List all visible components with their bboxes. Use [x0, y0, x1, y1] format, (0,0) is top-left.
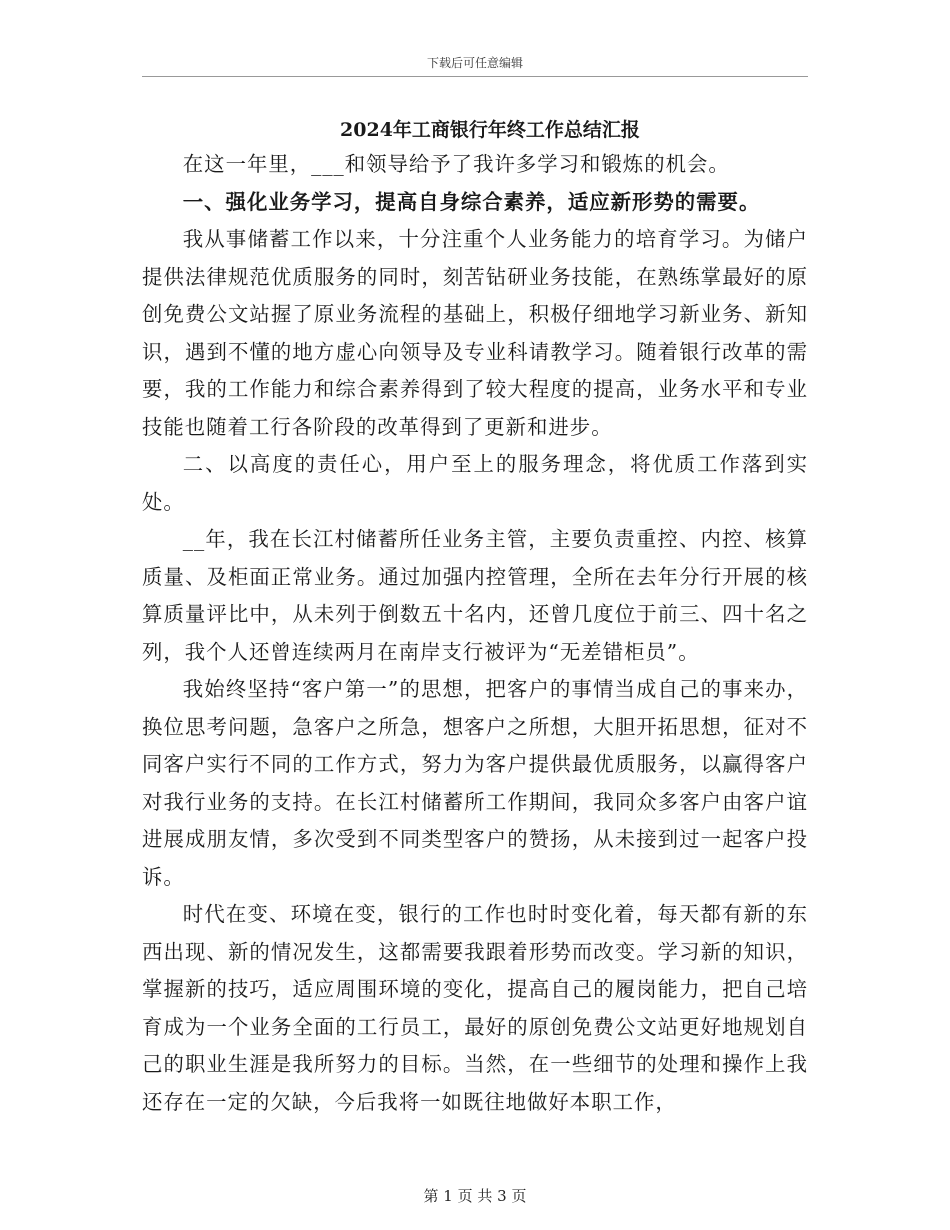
paragraph-customer-first: 我始终坚持“客户第一”的思想，把客户的事情当成自己的事来办，换位思考问题，急客户之所急，想客户之所想，大胆开拓思想，征对不同客户实行不同的工作方式，努力为客户提供最优质服务，以赢得客户对我行业务的支持。在长江村储蓄所工作期间，我同众多客户由客户谊进展成朋友情，多次受到不同类型客户的赞扬，从未接到过一起客户投诉。 [142, 677, 808, 889]
paragraph-supervisor-role: __年，我在长江村储蓄所任业务主管，主要负责重控、内控、核算质量、及柜面正常业务。通过加强内控管理，全所在去年分行开展的核算质量评比中，从未列于倒数五十名内，还曾几度位于前三、四十名之列，我个人还曾连续两月在南岸支行被评为“无差错柜员”。 [142, 527, 808, 664]
paragraph-business-study: 我从事储蓄工作以来，十分注重个人业务能力的培育学习。为储户提供法律规范优质服务的同时，刻苦钻研业务技能，在熟练掌最好的原创免费公文站握了原业务流程的基础上，积极仔细地学习新业务、新知识，遇到不懂的地方虚心向领导及专业科请教学习。随着银行改革的需要，我的工作能力和综合素养得到了较大程度的提高，业务水平和专业技能也随着工行各阶段的改革得到了更新和进步。 [142, 227, 808, 439]
page-number: 第 1 页 共 3 页 [423, 1187, 527, 1205]
document-body [142, 114, 808, 1121]
section-heading-2: 二、以高度的责任心，用户至上的服务理念，将优质工作落到实处。 [142, 452, 808, 514]
document-title: 2024年工商银行年终工作总结汇报 [340, 119, 640, 141]
paragraph-changing-times: 时代在变、环境在变，银行的工作也时时变化着，每天都有新的东西出现、新的情况发生，这都需要我跟着形势而改变。学习新的知识，掌握新的技巧，适应周围环境的变化，提高自己的履岗能力，把自己培育成为一个业务全面的工行员工，最好的原创免费公文站更好地规划自己的职业生涯是我所努力的目标。当然，在一些细节的处理和操作上我还存在一定的欠缺，今后我将一如既往地做好本职工作， [142, 902, 808, 1114]
header-divider [142, 76, 808, 77]
section-heading-1: 一、强化业务学习，提高自身综合素养，适应新形势的需要。 [182, 189, 761, 214]
header-note: 下载后可任意编辑 [426, 56, 523, 70]
paragraph-intro: 在这一年里，___和领导给予了我许多学习和锻炼的机会。 [182, 152, 730, 176]
